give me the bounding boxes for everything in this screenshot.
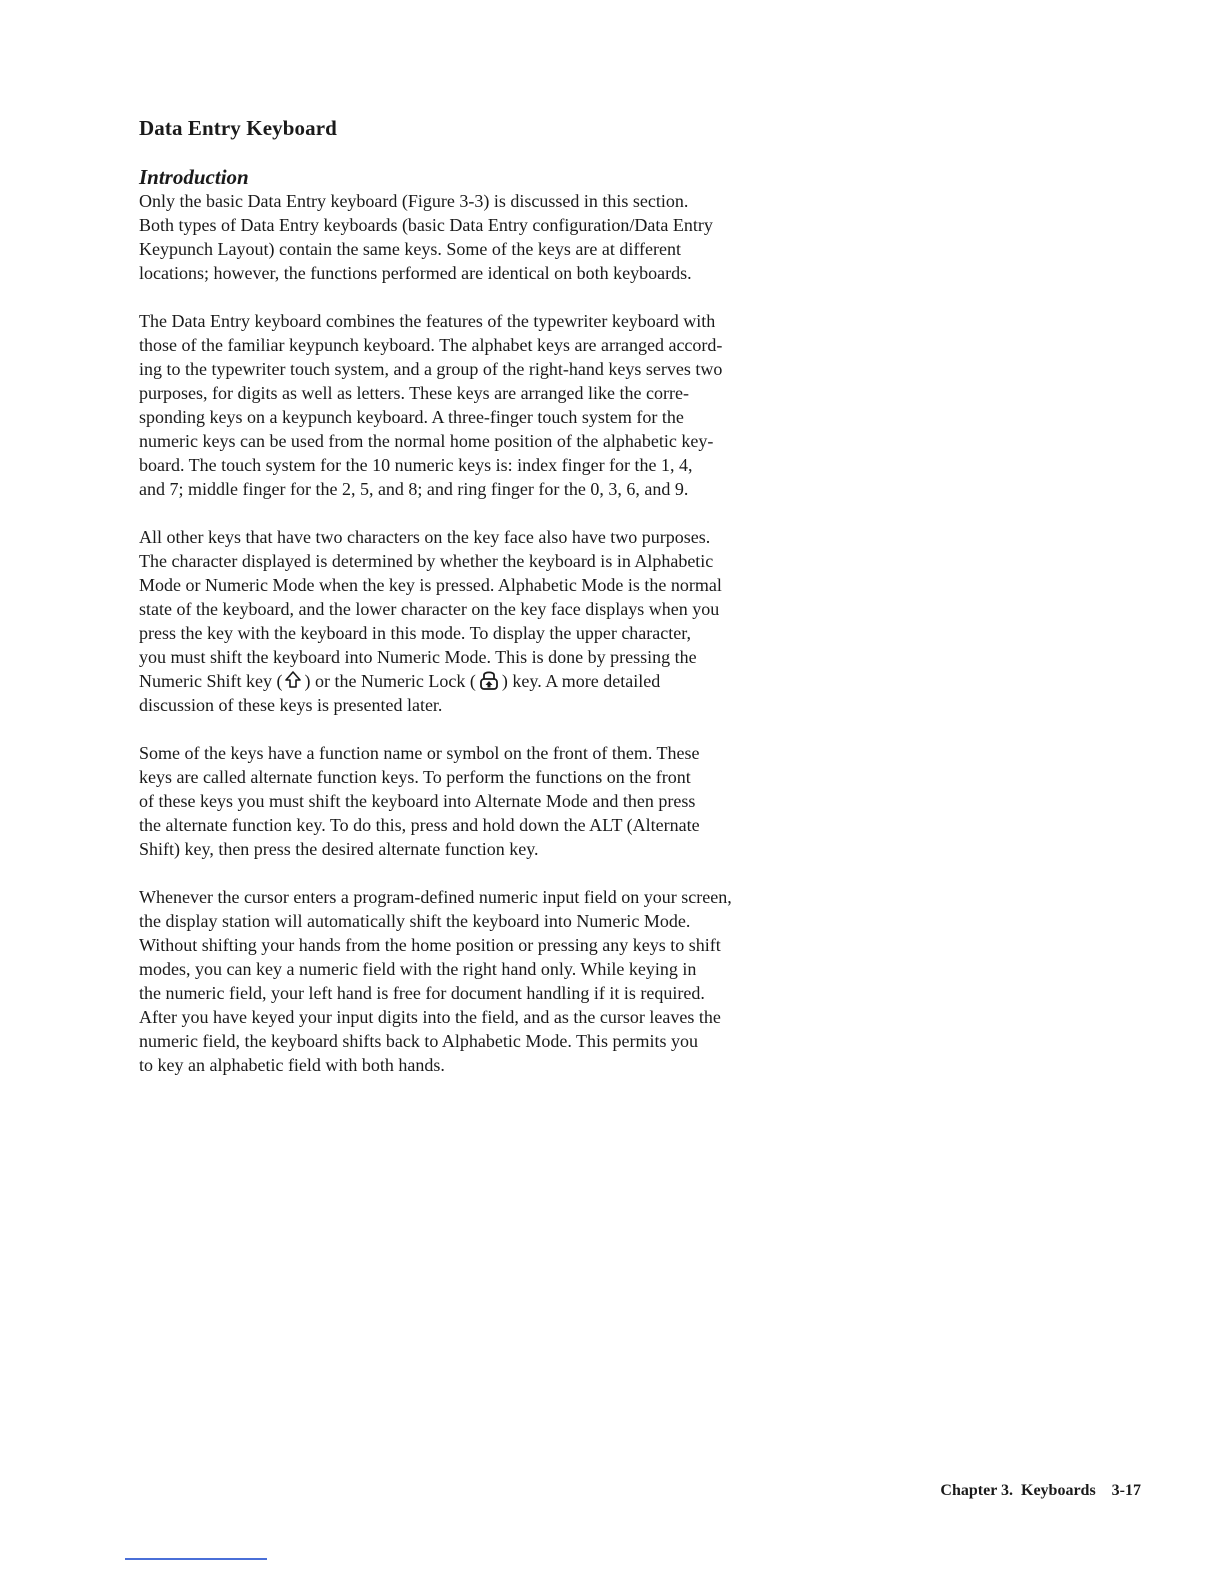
text-line: Mode or Numeric Mode when the key is pressed. Alphabetic Mode is the normal bbox=[139, 575, 722, 595]
numeric-shift-icon bbox=[285, 671, 301, 695]
text-line: Keypunch Layout) contain the same keys. Some of the keys are at different bbox=[139, 239, 681, 259]
section-title: Data Entry Keyboard bbox=[139, 116, 337, 140]
text-line-with-icons bbox=[139, 669, 799, 693]
page-number: 3-17 bbox=[1111, 1482, 1141, 1499]
text-line: the display station will automatically shift the keyboard into Numeric Mode. bbox=[139, 911, 691, 931]
text-segment: ) key. A more detailed bbox=[501, 671, 661, 692]
text-line: Both types of Data Entry keyboards (basic Data Entry configuration/Data Entry bbox=[139, 215, 713, 235]
paragraph-3 bbox=[139, 525, 799, 717]
text-line: ing to the typewriter touch system, and a group of the right-hand keys serves two bbox=[139, 359, 723, 379]
text-line: discussion of these keys is presented later. bbox=[139, 695, 443, 715]
text-line: Some of the keys have a function name or symbol on the front of them. These bbox=[139, 743, 700, 763]
text-line: Whenever the cursor enters a program-defined numeric input field on your screen, bbox=[139, 887, 732, 907]
text-line: Only the basic Data Entry keyboard (Figure 3-3) is discussed in this section. bbox=[139, 191, 689, 211]
paragraph-5 bbox=[139, 885, 799, 1077]
text-line: locations; however, the functions performed are identical on both keyboards. bbox=[139, 263, 692, 283]
text-line: The character displayed is determined by whether the keyboard is in Alphabetic bbox=[139, 551, 714, 571]
numeric-lock-icon bbox=[479, 669, 499, 697]
text-line: state of the keyboard, and the lower character on the key face displays when you bbox=[139, 599, 720, 619]
text-segment: Numeric Shift key ( bbox=[139, 671, 283, 692]
footer-rule bbox=[125, 1558, 267, 1560]
text-line: the alternate function key. To do this, press and hold down the ALT (Alternate bbox=[139, 815, 700, 835]
paragraph-1 bbox=[139, 189, 799, 285]
text-line: After you have keyed your input digits into the field, and as the cursor leaves the bbox=[139, 1007, 721, 1027]
text-line: numeric field, the keyboard shifts back to Alphabetic Mode. This permits you bbox=[139, 1031, 699, 1051]
footer-title: Keyboards bbox=[1021, 1482, 1096, 1499]
text-line: press the key with the keyboard in this mode. To display the upper character, bbox=[139, 623, 692, 643]
text-segment: ) or the Numeric Lock ( bbox=[304, 671, 476, 692]
page-footer bbox=[932, 1482, 1141, 1500]
text-line: keys are called alternate function keys. To perform the functions on the front bbox=[139, 767, 691, 787]
text-line: those of the familiar keypunch keyboard. The alphabet keys are arranged accord- bbox=[139, 335, 723, 355]
text-line: you must shift the keyboard into Numeric Mode. This is done by pressing the bbox=[139, 647, 697, 667]
text-line: of these keys you must shift the keyboard into Alternate Mode and then press bbox=[139, 791, 696, 811]
paragraph-4 bbox=[139, 741, 799, 861]
text-line: the numeric field, your left hand is free for document handling if it is required. bbox=[139, 983, 705, 1003]
text-line: board. The touch system for the 10 numeric keys is: index finger for the 1, 4, bbox=[139, 455, 693, 475]
subsection-title: Introduction bbox=[139, 165, 249, 189]
body-text bbox=[139, 189, 799, 1101]
text-line: The Data Entry keyboard combines the features of the typewriter keyboard with bbox=[139, 311, 716, 331]
text-line: Shift) key, then press the desired alternate function key. bbox=[139, 839, 539, 859]
text-line: and 7; middle finger for the 2, 5, and 8; and ring finger for the 0, 3, 6, and 9. bbox=[139, 479, 689, 499]
text-line: to key an alphabetic field with both hands. bbox=[139, 1055, 445, 1075]
paragraph-2 bbox=[139, 309, 799, 501]
text-line: sponding keys on a keypunch keyboard. A three-finger touch system for the bbox=[139, 407, 684, 427]
text-line: Without shifting your hands from the home position or pressing any keys to shift bbox=[139, 935, 721, 955]
text-line: All other keys that have two characters on the key face also have two purposes. bbox=[139, 527, 711, 547]
text-line: numeric keys can be used from the normal home position of the alphabetic key- bbox=[139, 431, 714, 451]
footer-chapter: Chapter 3. bbox=[940, 1482, 1013, 1499]
text-line: modes, you can key a numeric field with the right hand only. While keying in bbox=[139, 959, 697, 979]
text-line: purposes, for digits as well as letters. These keys are arranged like the corre- bbox=[139, 383, 689, 403]
